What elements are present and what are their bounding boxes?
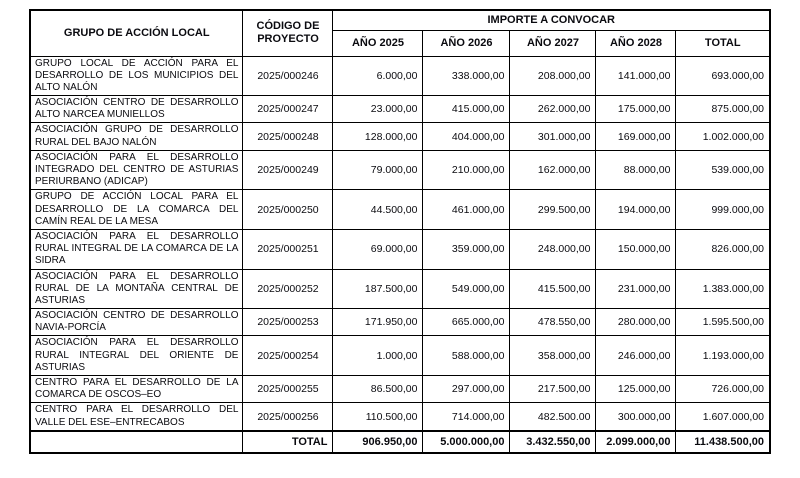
total-amount-cell: 2.099.000,00 (596, 431, 676, 453)
project-code-cell: 2025/000246 (243, 56, 333, 96)
total-empty-cell (30, 431, 243, 453)
amount-cell: 110.500,00 (333, 403, 423, 431)
table-row (30, 309, 770, 336)
amount-cell: 415.000,00 (423, 96, 510, 123)
amount-cell: 23.000,00 (333, 96, 423, 123)
table-row (30, 190, 770, 230)
header-codigo-proyecto: CÓDIGO DE PROYECTO (243, 10, 333, 56)
amount-cell: 478.550,00 (510, 309, 596, 336)
group-name-cell: ASOCIACIÓN GRUPO DE DESARROLLO RURAL DEL BAJO NALÓN (30, 123, 243, 150)
header-importe-a-convocar: IMPORTE A CONVOCAR (333, 10, 770, 31)
amount-cell: 1.002.000,00 (676, 123, 770, 150)
table-row (30, 376, 770, 403)
amount-cell: 482.500.00 (510, 403, 596, 431)
amount-cell: 726.000,00 (676, 376, 770, 403)
table-body (30, 56, 770, 453)
header-year-col-4: TOTAL (676, 31, 770, 56)
group-name-cell: ASOCIACIÓN PARA EL DESARROLLO INTEGRADO DEL CENTRO DE ASTURIAS PERIURBANO (ADICAP) (30, 150, 243, 190)
header-year-col-0: AÑO 2025 (333, 31, 423, 56)
amount-cell: 69.000,00 (333, 229, 423, 269)
amount-cell: 299.500,00 (510, 190, 596, 230)
group-name-cell: ASOCIACIÓN CENTRO DE DESARROLLO ALTO NARCEA MUNIELLOS (30, 96, 243, 123)
table-header (30, 10, 770, 56)
total-amount-cell: 3.432.550,00 (510, 431, 596, 453)
amount-cell: 86.500,00 (333, 376, 423, 403)
project-code-cell: 2025/000249 (243, 150, 333, 190)
amount-cell: 404.000,00 (423, 123, 510, 150)
header-year-col-1: AÑO 2026 (423, 31, 510, 56)
amount-cell: 248.000,00 (510, 229, 596, 269)
header-year-col-3: AÑO 2028 (596, 31, 676, 56)
table-row (30, 96, 770, 123)
amount-cell: 415.500,00 (510, 269, 596, 309)
table-row (30, 336, 770, 376)
amount-cell: 338.000,00 (423, 56, 510, 96)
amount-cell: 210.000,00 (423, 150, 510, 190)
project-code-cell: 2025/000248 (243, 123, 333, 150)
amount-cell: 150.000,00 (596, 229, 676, 269)
amount-cell: 358.000,00 (510, 336, 596, 376)
importe-a-convocar-table (29, 9, 771, 454)
amount-cell: 128.000,00 (333, 123, 423, 150)
group-name-cell: CENTRO PARA EL DESARROLLO DE LA COMARCA DE OSCOS–EO (30, 376, 243, 403)
group-name-cell: ASOCIACIÓN PARA EL DESARROLLO RURAL INTEGRAL DEL ORIENTE DE ASTURIAS (30, 336, 243, 376)
amount-cell: 875.000,00 (676, 96, 770, 123)
total-amount-cell: 11.438.500,00 (676, 431, 770, 453)
group-name-cell: ASOCIACIÓN PARA EL DESARROLLO RURAL DE LA MONTAÑA CENTRAL DE ASTURIAS (30, 269, 243, 309)
total-amount-cell: 906.950,00 (333, 431, 423, 453)
amount-cell: 162.000,00 (510, 150, 596, 190)
amount-cell: 359.000,00 (423, 229, 510, 269)
amount-cell: 301.000,00 (510, 123, 596, 150)
amount-cell: 262.000,00 (510, 96, 596, 123)
amount-cell: 826.000,00 (676, 229, 770, 269)
amount-cell: 280.000,00 (596, 309, 676, 336)
amount-cell: 88.000,00 (596, 150, 676, 190)
amount-cell: 171.950,00 (333, 309, 423, 336)
amount-cell: 246.000,00 (596, 336, 676, 376)
group-name-cell: CENTRO PARA EL DESARROLLO DEL VALLE DEL ESE–ENTRECABOS (30, 403, 243, 431)
total-amount-cell: 5.000.000,00 (423, 431, 510, 453)
amount-cell: 208.000,00 (510, 56, 596, 96)
table-row (30, 269, 770, 309)
total-row (30, 431, 770, 453)
project-code-cell: 2025/000247 (243, 96, 333, 123)
header-row-1 (30, 10, 770, 31)
amount-cell: 714.000,00 (423, 403, 510, 431)
amount-cell: 187.500,00 (333, 269, 423, 309)
total-label: TOTAL (243, 431, 333, 453)
amount-cell: 999.000,00 (676, 190, 770, 230)
amount-cell: 1.607.000,00 (676, 403, 770, 431)
table-row (30, 229, 770, 269)
amount-cell: 141.000,00 (596, 56, 676, 96)
amount-cell: 175.000,00 (596, 96, 676, 123)
amount-cell: 79.000,00 (333, 150, 423, 190)
amount-cell: 297.000,00 (423, 376, 510, 403)
project-code-cell: 2025/000250 (243, 190, 333, 230)
amount-cell: 665.000,00 (423, 309, 510, 336)
project-code-cell: 2025/000254 (243, 336, 333, 376)
amount-cell: 549.000,00 (423, 269, 510, 309)
amount-cell: 693.000,00 (676, 56, 770, 96)
project-code-cell: 2025/000251 (243, 229, 333, 269)
amount-cell: 300.000,00 (596, 403, 676, 431)
amount-cell: 6.000,00 (333, 56, 423, 96)
project-code-cell: 2025/000253 (243, 309, 333, 336)
project-code-cell: 2025/000255 (243, 376, 333, 403)
amount-cell: 1.383.000,00 (676, 269, 770, 309)
table-row (30, 56, 770, 96)
amount-cell: 217.500,00 (510, 376, 596, 403)
header-grupo-accion-local: GRUPO DE ACCIÓN LOCAL (30, 10, 243, 56)
group-name-cell: GRUPO LOCAL DE ACCIÓN PARA EL DESARROLLO DE LOS MUNICIPIOS DEL ALTO NALÓN (30, 56, 243, 96)
group-name-cell: ASOCIACIÓN CENTRO DE DESARROLLO NAVIA-PORCÍA (30, 309, 243, 336)
amount-cell: 169.000,00 (596, 123, 676, 150)
project-code-cell: 2025/000252 (243, 269, 333, 309)
group-name-cell: ASOCIACIÓN PARA EL DESARROLLO RURAL INTEGRAL DE LA COMARCA DE LA SIDRA (30, 229, 243, 269)
amount-cell: 1.000,00 (333, 336, 423, 376)
table-row (30, 150, 770, 190)
amount-cell: 125.000,00 (596, 376, 676, 403)
table-row (30, 123, 770, 150)
amount-cell: 539.000,00 (676, 150, 770, 190)
header-year-col-2: AÑO 2027 (510, 31, 596, 56)
amount-cell: 1.193.000,00 (676, 336, 770, 376)
project-code-cell: 2025/000256 (243, 403, 333, 431)
amount-cell: 588.000,00 (423, 336, 510, 376)
amount-cell: 231.000,00 (596, 269, 676, 309)
amount-cell: 1.595.500,00 (676, 309, 770, 336)
amount-cell: 194.000,00 (596, 190, 676, 230)
amount-cell: 461.000,00 (423, 190, 510, 230)
group-name-cell: GRUPO DE ACCIÓN LOCAL PARA EL DESARROLLO DE LA COMARCA DEL CAMÍN REAL DE LA MESA (30, 190, 243, 230)
amount-cell: 44.500,00 (333, 190, 423, 230)
table-row (30, 403, 770, 431)
